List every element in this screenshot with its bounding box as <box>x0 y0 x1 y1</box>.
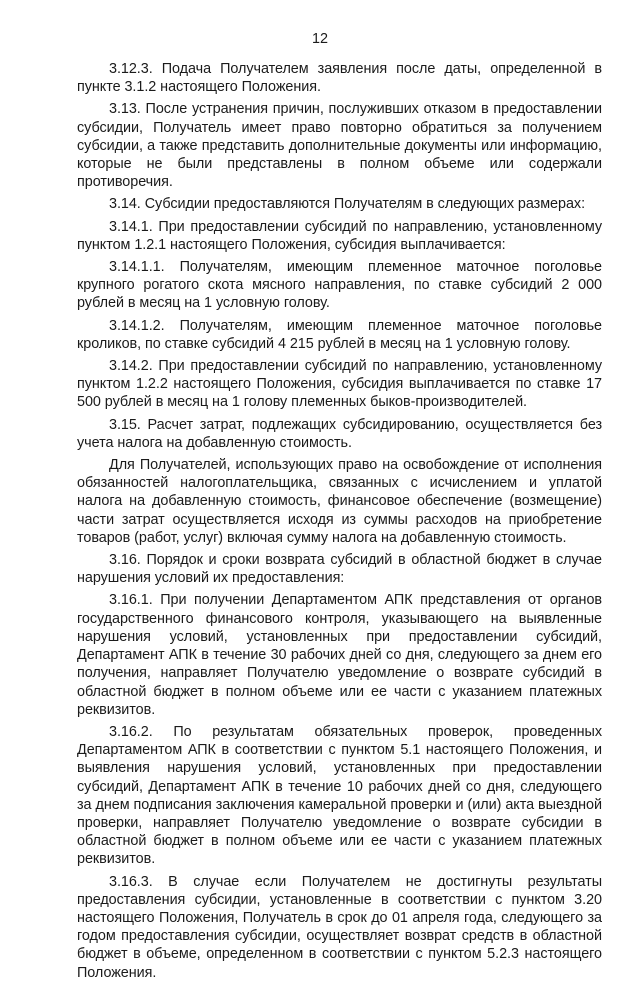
page-number: 12 <box>311 31 328 47</box>
paragraph-3-12-3: 3.12.3. Подача Получателем заявления после даты, определенной в пункте 3.1.2 настоящего Положения. <box>77 61 602 96</box>
document-body <box>77 60 602 984</box>
paragraph-3-14: 3.14. Субсидии предоставляются Получателям в следующих размерах: <box>109 196 586 213</box>
paragraph-3-15: 3.15. Расчет затрат, подлежащих субсидированию, осуществляется без учета налога на добавленную стоимость. <box>77 416 602 451</box>
paragraph-3-16-1: 3.16.1. При получении Департаментом АПК представления от органов государственного финансового контроля, указывающего на выявленные нарушения условий, установленных при предоставлении субсидий, Департамент АПК в течение 30 рабочих дней со дня, следующего за днем его получения, направляет Получателю уведомление о возврате субсидий в областной бюджет в полном объеме или ее части с указанием платежных реквизитов. <box>77 592 602 718</box>
paragraph-3-16-2: 3.16.2. По результатам обязательных проверок, проведенных Департаментом АПК в соответствии с пунктом 5.1 настоящего Положения, и выявления нарушения условий, установленных при предоставлении субсидий, Департамент АПК в течение 10 рабочих дней со дня, следующего за днем подписания заключения камеральной проверки и (или) акта выездной проверки, направляет Получателю уведомление о возврате субсидии в областной бюджет в полном объеме или ее части с указанием платежных реквизитов. <box>77 723 602 868</box>
paragraph-3-14-1-2: 3.14.1.2. Получателям, имеющим племенное маточное поголовье кроликов, по ставке субсидий 4 215 рублей в месяц на 1 условную голову. <box>77 317 602 352</box>
paragraph-3-16-3: 3.16.3. В случае если Получателем не достигнуты результаты предоставления субсидии, установленные в соответствии с пунктом 3.20 настоящего Положения, Получатель в срок до 01 апреля года, следующего за годом предоставления субсидии, осуществляет возврат средств в областной бюджет в объеме, определенном в соответствии с пунктом 5.2.3 настоящего Положения. <box>77 873 602 981</box>
paragraph-3-14-1: 3.14.1. При предоставлении субсидий по направлению, установленному пунктом 1.2.1 настоящего Положения, субсидия выплачивается: <box>77 218 602 253</box>
paragraph-3-13: 3.13. После устранения причин, послуживших отказом в предоставлении субсидии, Получатель имеет право повторно обратиться за получением субсидии, а также представить дополнительные документы или информацию, которые не были представлены в полном объеме или содержали противоречия. <box>77 101 602 191</box>
paragraph-3-14-2: 3.14.2. При предоставлении субсидий по направлению, установленному пунктом 1.2.2 настоящего Положения, субсидия выплачивается по ставке 17 500 рублей в месяц на 1 голову племенных быков-производителей. <box>77 358 602 411</box>
paragraph-3-16: 3.16. Порядок и сроки возврата субсидий в областной бюджет в случае нарушения условий их предоставления: <box>77 552 602 587</box>
paragraph-vat-exemption: Для Получателей, использующих право на освобождение от исполнения обязанностей налогоплательщика, связанных с исчислением и уплатой налога на добавленную стоимость, финансовое обеспечение (возмещение) части затрат осуществляется исходя из суммы расходов на приобретение товаров (работ, услуг) включая сумму налога на добавленную стоимость. <box>77 457 602 546</box>
paragraph-3-14-1-1: 3.14.1.1. Получателям, имеющим племенное маточное поголовье крупного рогатого скота мясного направления, по ставке субсидий 2 000 рублей в месяц на 1 условную голову. <box>77 259 602 312</box>
